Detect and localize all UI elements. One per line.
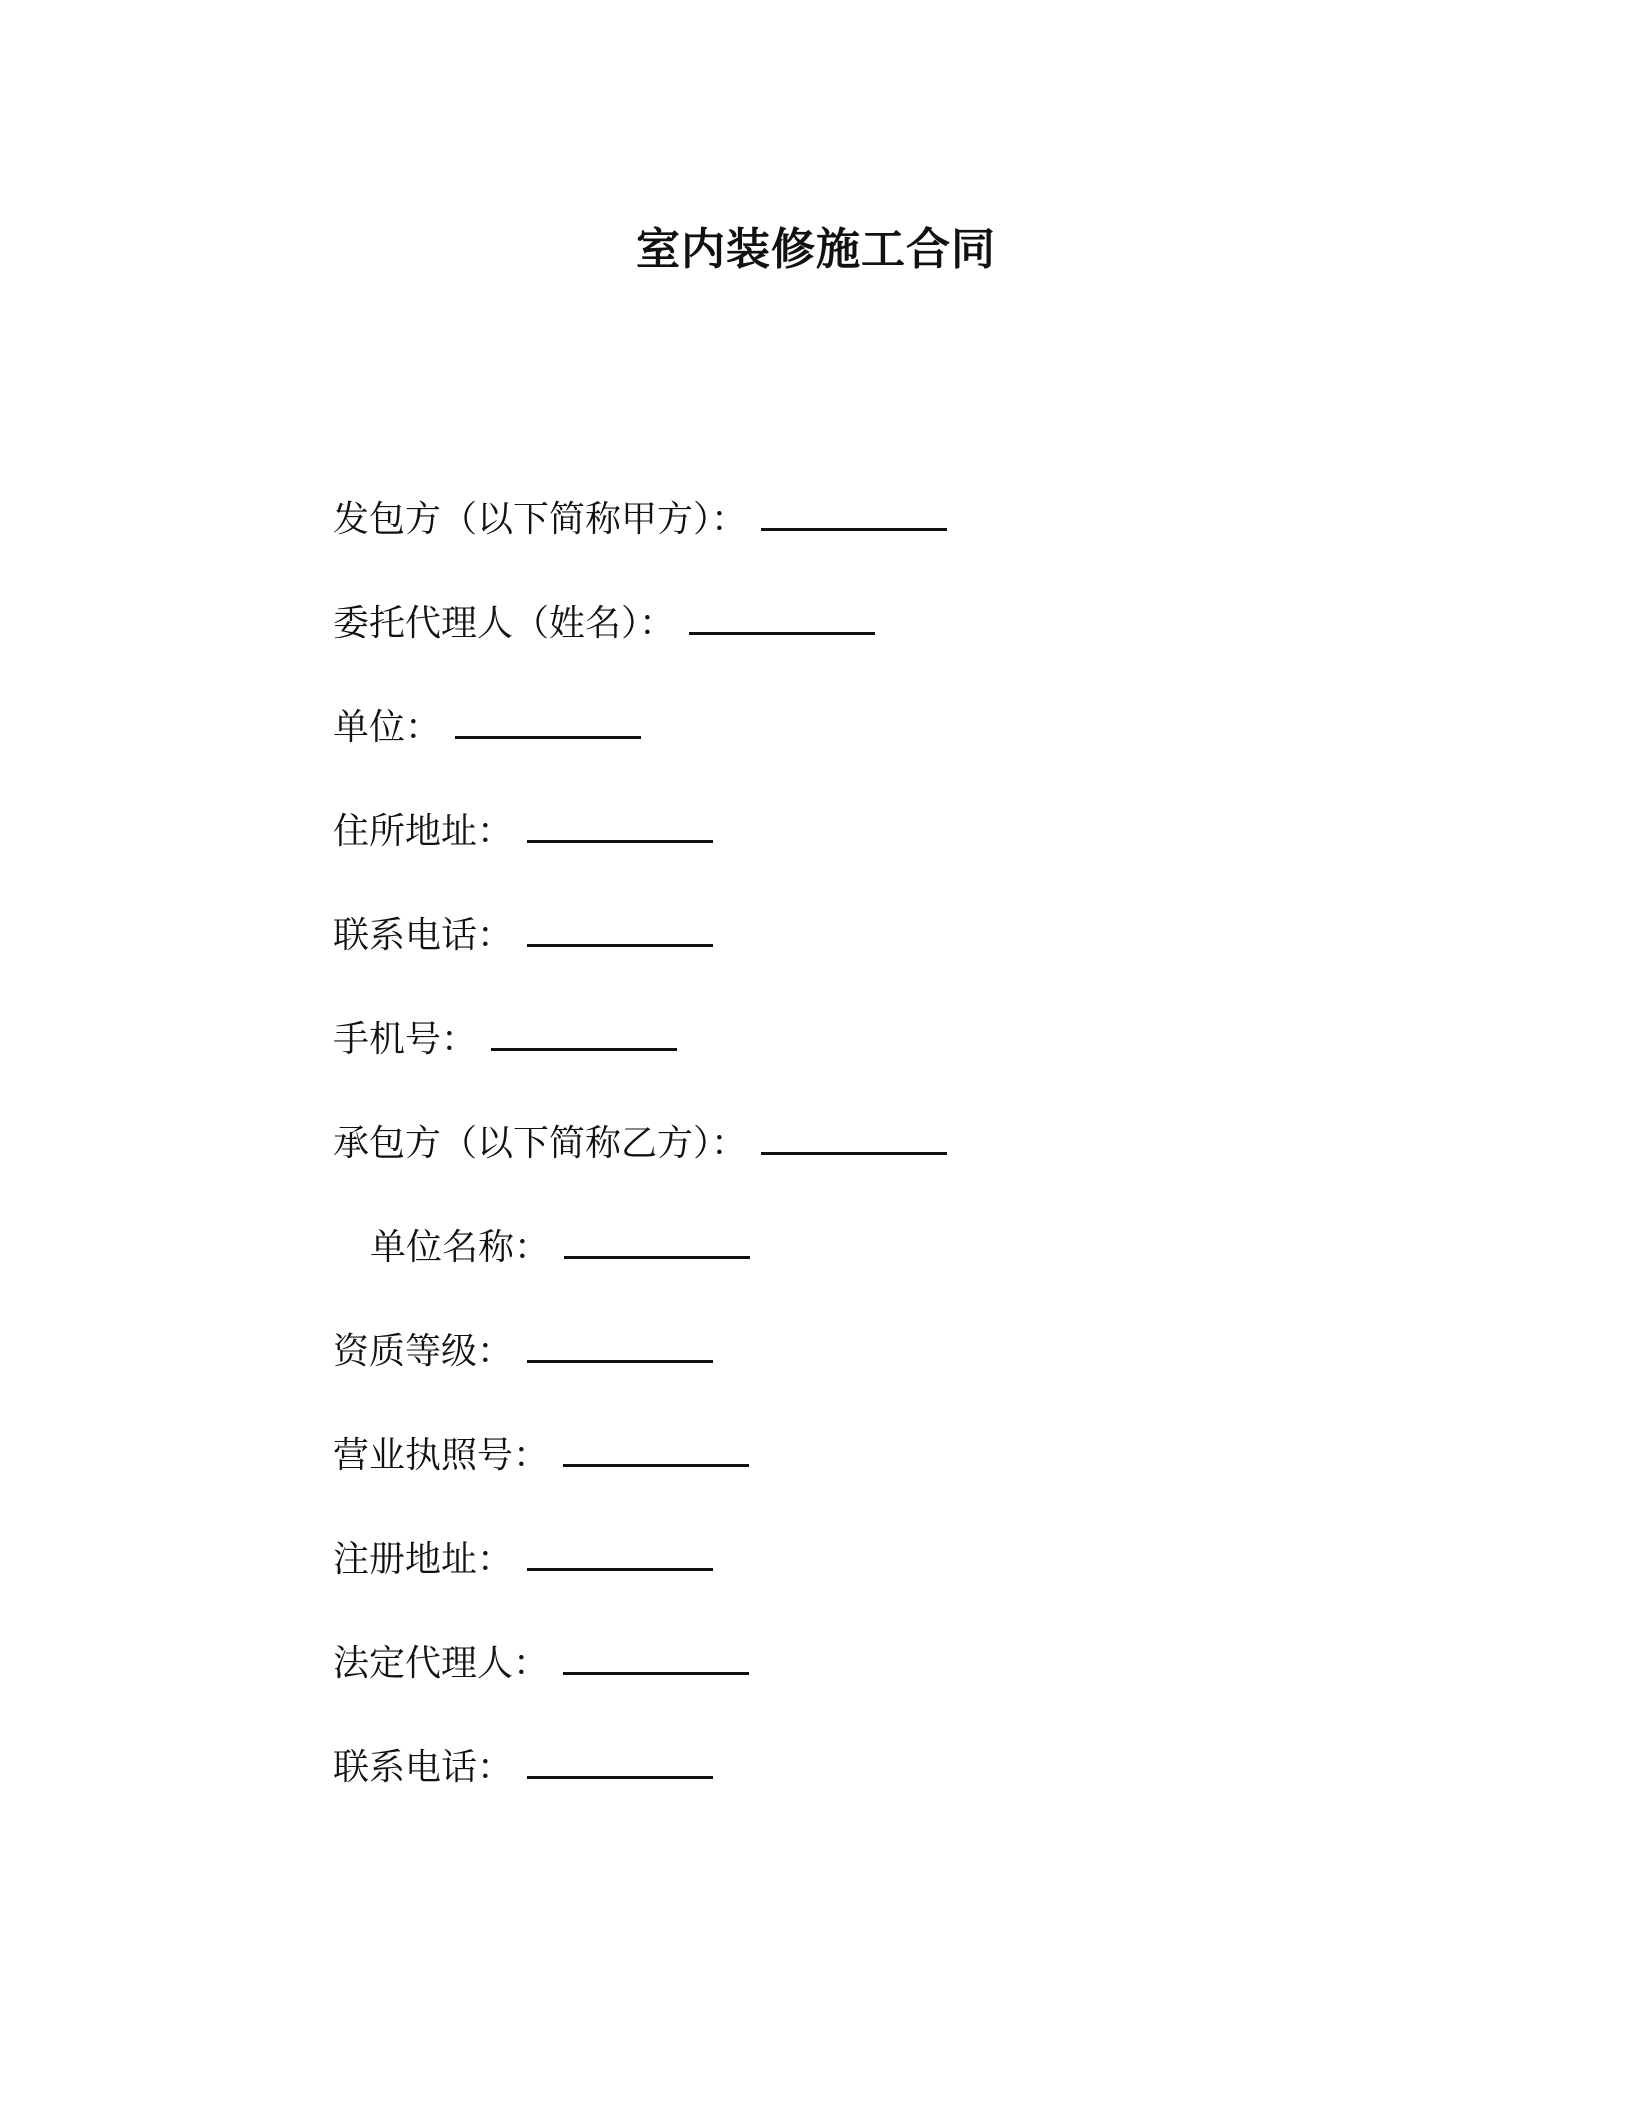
fill-in-blank: [527, 1330, 713, 1363]
field-label: 单位名称：: [370, 1227, 551, 1268]
field-mobile: [333, 1015, 677, 1065]
fill-in-blank: [761, 1122, 947, 1155]
field-label: 住所地址：: [333, 811, 514, 852]
fill-in-blank: [563, 1434, 749, 1467]
fill-in-blank: [527, 914, 713, 947]
field-business-license: [333, 1431, 749, 1481]
field-employer-phone: [333, 911, 713, 961]
field-agent-name: [333, 599, 875, 649]
field-label: 资质等级：: [333, 1331, 514, 1372]
field-contractor: [333, 1119, 947, 1169]
field-label: 发包方（以下简称甲方）：: [333, 499, 748, 540]
field-label: 承包方（以下简称乙方）：: [333, 1123, 748, 1164]
fill-in-blank: [761, 498, 947, 531]
field-label: 委托代理人（姓名）：: [333, 603, 676, 644]
field-label: 联系电话：: [333, 915, 514, 956]
field-label: 营业执照号：: [333, 1435, 550, 1476]
fill-in-blank: [689, 602, 875, 635]
fill-in-blank: [527, 810, 713, 843]
field-residence-address: [333, 807, 713, 857]
field-legal-representative: [333, 1639, 749, 1689]
field-contractor-phone: [333, 1743, 713, 1793]
fill-in-blank: [563, 1642, 749, 1675]
fill-in-blank: [527, 1538, 713, 1571]
field-label: 注册地址：: [333, 1539, 514, 1580]
document-title: 室内装修施工合同: [636, 224, 996, 275]
field-employer: [333, 495, 947, 545]
field-unit: [333, 703, 641, 753]
fill-in-blank: [527, 1746, 713, 1779]
field-label: 单位：: [333, 707, 442, 748]
field-qualification-level: [333, 1327, 713, 1377]
field-company-name: [370, 1223, 750, 1273]
fill-in-blank: [491, 1018, 677, 1051]
field-registered-address: [333, 1535, 713, 1585]
field-label: 法定代理人：: [333, 1643, 550, 1684]
field-label: 手机号：: [333, 1019, 478, 1060]
fill-in-blank: [455, 706, 641, 739]
field-label: 联系电话：: [333, 1747, 514, 1788]
fill-in-blank: [564, 1226, 750, 1259]
